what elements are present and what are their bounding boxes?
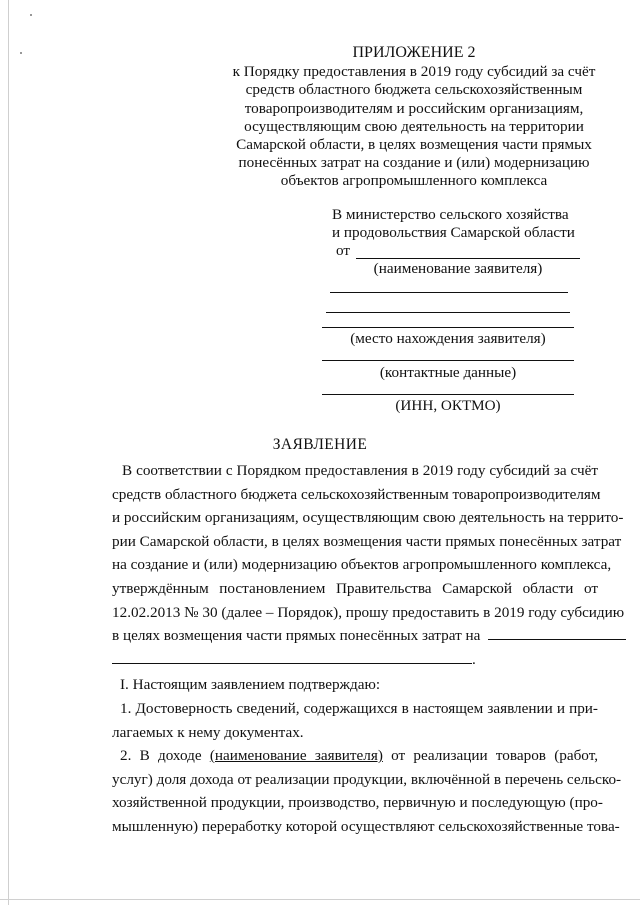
item2-applicant-name: (наименование заявителя) <box>209 747 383 765</box>
body-line: рии Самарской области, в целях возмещения части прямых понесённых затрат <box>112 532 622 550</box>
appendix-title: ПРИЛОЖЕНИЕ 2 <box>352 44 476 61</box>
cost-purpose-field[interactable] <box>488 625 626 640</box>
item1-line: 1. Достоверность сведений, содержащихся в настоящем заявлении и при- <box>120 699 598 717</box>
statement-title: ЗАЯВЛЕНИЕ <box>272 436 368 453</box>
appendix-line: осуществляющим свою деятельность на территории <box>244 117 584 135</box>
scan-edge-bottom <box>0 899 640 900</box>
addressee-ministry: В министерство сельского хозяйства <box>332 206 569 223</box>
body-line: утверждённым постановлением Правительства Самарской области от <box>112 579 598 597</box>
item2-line: мышленную) переработку которой осуществляют сельскохозяйственные това- <box>112 817 620 835</box>
scan-speck <box>30 14 32 16</box>
addressee-from-label: от <box>336 242 351 259</box>
item2-rest: от реализации товаров (работ, <box>391 747 598 765</box>
addressee-ministry-cont: и продовольствия Самарской области <box>332 224 575 241</box>
inn-caption: (ИНН, ОКТМО) <box>395 397 501 414</box>
body-line-text: в целях возмещения части прямых понесённых затрат на <box>112 627 481 645</box>
body-line-period: . <box>472 650 476 668</box>
item2-start: 2. В доходе <box>120 747 202 765</box>
appendix-line: к Порядку предоставления в 2019 году субсидий за счёт <box>232 63 596 81</box>
contact-data-field[interactable] <box>322 360 574 361</box>
body-line: средств областного бюджета сельскохозяйственным товаропроизводителям <box>112 485 601 503</box>
scan-speck <box>20 52 22 54</box>
appendix-header <box>230 44 598 191</box>
applicant-location-field-2[interactable] <box>322 327 574 328</box>
body-line: на создание и (или) модернизацию объектов агропромышленного комплекса, <box>112 556 612 574</box>
appendix-line: товаропроизводителям и российским организациям, <box>244 99 584 117</box>
appendix-line: объектов агропромышленного комплекса <box>280 172 548 190</box>
cost-purpose-field-2[interactable] <box>112 649 472 664</box>
applicant-name-field-2[interactable] <box>330 292 568 293</box>
item2-line: хозяйственной продукции, производство, первичную и последующую (про- <box>112 794 603 812</box>
applicant-name-caption: (наименование заявителя) <box>373 260 543 277</box>
contact-caption: (контактные данные) <box>379 364 517 381</box>
appendix-line: средств областного бюджета сельскохозяйственным <box>245 81 583 99</box>
statement-body <box>112 459 625 839</box>
location-caption: (место нахождения заявителя) <box>350 330 546 347</box>
body-line: В соответствии с Порядком предоставления в 2019 году субсидий за счёт <box>122 462 598 479</box>
appendix-line: понесённых затрат на создание и (или) модернизацию <box>238 154 590 172</box>
body-line <box>112 648 598 672</box>
item2-line <box>112 744 598 768</box>
item1-line: лагаемых к нему документах. <box>112 723 304 741</box>
inn-oktmo-field[interactable] <box>322 394 574 395</box>
body-line: и российским организациям, осуществляющим свою деятельность на террито- <box>112 509 624 527</box>
appendix-line: Самарской области, в целях возмещения части прямых <box>236 136 592 154</box>
body-line <box>112 624 598 648</box>
item2-line: услуг) доля дохода от реализации продукции, включённой в перечень сельско- <box>112 770 622 788</box>
confirm-heading: I. Настоящим заявлением подтверждаю: <box>120 676 381 694</box>
applicant-location-field[interactable] <box>326 312 570 313</box>
applicant-name-field[interactable] <box>356 258 580 259</box>
body-line: 12.02.2013 № 30 (далее – Порядок), прошу предоставить в 2019 году субсидию <box>112 603 625 621</box>
